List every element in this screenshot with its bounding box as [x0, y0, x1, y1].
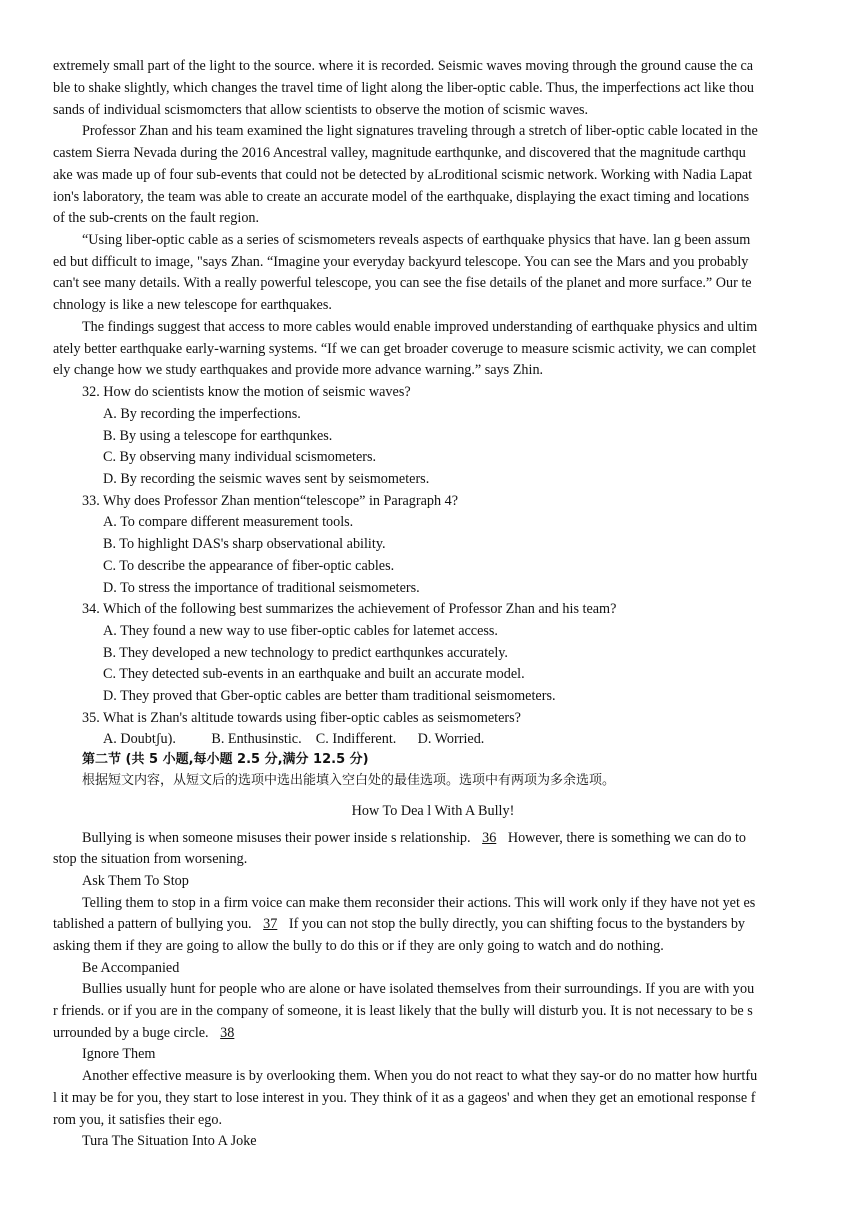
text-run: Bullying is when someone misuses their power inside s relationship.	[82, 830, 475, 846]
answer-blank-38[interactable]: 38	[220, 1025, 235, 1041]
question-option: D. They proved that Gber-optic cables are better tham traditional seismometers.	[103, 688, 556, 704]
text-run: However, there is something we can do to	[504, 830, 747, 846]
question-option: C. By observing many individual scismometers.	[103, 449, 377, 465]
paragraph-line: l it may be for you, they start to lose interest in you. They think of it as a gageos' and when they get an emotional response f	[53, 1090, 756, 1106]
question-stem: 34. Which of the following best summarizes the achievement of Professor Zhan and his team?	[82, 601, 617, 617]
passage-line: ately better earthquake early-warning systems. “If we can get broader coveruge to measure scismic activity, we can complet	[53, 341, 757, 357]
question-option: C. They detected sub-events in an earthquake and built an accurate model.	[103, 666, 525, 682]
question-option: B. To highlight DAS's sharp observational ability.	[103, 536, 386, 552]
passage-line: ion's laboratory, the team was able to create an accurate model of the earthquake, displaying the exact timing and locations	[53, 189, 750, 205]
subheading: Be Accompanied	[82, 960, 180, 976]
paragraph-line	[82, 828, 842, 848]
passage-line: ble to shake slightly, which changes the travel time of light along the liber-optic cable. Thus, the imperfections act like thou	[53, 80, 755, 96]
question-option: A. To compare different measurement tools.	[103, 514, 354, 530]
passage-line: can't see many details. With a really powerful telescope, you can see the fise details of the planet and more surface.” Our te	[53, 275, 752, 291]
paragraph-line: rom you, it satisfies their ego.	[53, 1112, 223, 1128]
question-options-inline: A. Doubtʃu). B. Enthusinstic. C. Indifferent. D. Worried.	[103, 731, 485, 747]
section-instruction: 根据短文内容，从短文后的选项中选出能填入空白处的最佳选项。选项中有两项为多余选项。	[82, 773, 616, 788]
question-option: B. By using a telescope for earthqunkes.	[103, 428, 333, 444]
passage-line: Professor Zhan and his team examined the light signatures traveling through a stretch of liber-optic cable located in the	[82, 123, 758, 139]
subheading: Ignore Them	[82, 1046, 156, 1062]
question-option: B. They developed a new technology to predict earthqunkes accurately.	[103, 645, 508, 661]
passage-line: castem Sierra Nevada during the 2016 Ancestral valley, magnitude earthqunke, and discovered that the magnitude carthqu	[53, 145, 746, 161]
text-run: tablished a pattern of bullying you.	[53, 916, 256, 932]
passage-line: ely change how we study earthquakes and provide more advance warning.” says Zhin.	[53, 362, 544, 378]
passage-line: “Using liber-optic cable as a series of scismometers reveals aspects of earthquake physics that have. lan g been assum	[82, 232, 751, 248]
passage-line: ake was made up of four sub-events that could not be detected by aLroditional scismic network. Working with Nadia Lapat	[53, 167, 753, 183]
question-option: C. To describe the appearance of fiber-optic cables.	[103, 558, 395, 574]
question-option: A. By recording the imperfections.	[103, 406, 301, 422]
answer-blank-36[interactable]: 36	[482, 830, 497, 846]
passage-line: of the sub-crents on the fault region.	[53, 210, 260, 226]
question-option: D. To stress the importance of traditional seismometers.	[103, 580, 420, 596]
passage-line: The findings suggest that access to more cables would enable improved understanding of earthquake physics and ultim	[82, 319, 758, 335]
text-run: If you can not stop the bully directly, you can shifting focus to the bystanders by	[285, 916, 746, 932]
text-run: urrounded by a buge circle.	[53, 1025, 213, 1041]
passage-line: sands of individual scismomcters that allow scientists to observe the motion of scismic waves.	[53, 102, 589, 118]
paragraph-line: Another effective measure is by overlooking them. When you do not react to what they say-or do no matter how hurtfu	[82, 1068, 758, 1084]
paragraph-line	[53, 914, 813, 934]
paragraph-line: Bullies usually hunt for people who are alone or have isolated themselves from their surroundings. If you are with you	[82, 981, 755, 997]
paragraph-line: r friends. or if you are in the company of someone, it is least likely that the bully will disturb you. It is not necessary to be s	[53, 1003, 753, 1019]
subheading: Tura The Situation Into A Joke	[82, 1133, 257, 1149]
passage-line: ed but difficult to image, "says Zhan. “Imagine your everyday backyurd telescope. You can see the Mars and you probably	[53, 254, 749, 270]
passage-line: extremely small part of the light to the source. where it is recorded. Seismic waves moving through the ground cause the ca	[53, 58, 754, 74]
question-stem: 33. Why does Professor Zhan mention“telescope” in Paragraph 4?	[82, 493, 458, 509]
subheading: Ask Them To Stop	[82, 873, 189, 889]
question-stem: 35. What is Zhan's altitude towards using fiber-optic cables as seismometers?	[82, 710, 521, 726]
question-stem: 32. How do scientists know the motion of seismic waves?	[82, 384, 411, 400]
question-option: A. They found a new way to use fiber-optic cables for latemet access.	[103, 623, 498, 639]
article-title: How To Dea l With A Bully!	[351, 803, 515, 819]
paragraph-line: Telling them to stop in a firm voice can make them reconsider their actions. This will work only if they have not yet es	[82, 895, 756, 911]
answer-blank-37[interactable]: 37	[263, 916, 278, 932]
section-heading: 第二节 (共 5 小题,每小题 2.5 分,满分 12.5 分)	[82, 752, 369, 767]
passage-line: chnology is like a new telescope for earthquakes.	[53, 297, 332, 313]
paragraph-line: stop the situation from worsening.	[53, 851, 248, 867]
question-option: D. By recording the seismic waves sent by seismometers.	[103, 471, 430, 487]
paragraph-line	[53, 1023, 813, 1043]
paragraph-line: asking them if they are going to allow the bully to do this or if they are only going to watch and do nothing.	[53, 938, 664, 954]
